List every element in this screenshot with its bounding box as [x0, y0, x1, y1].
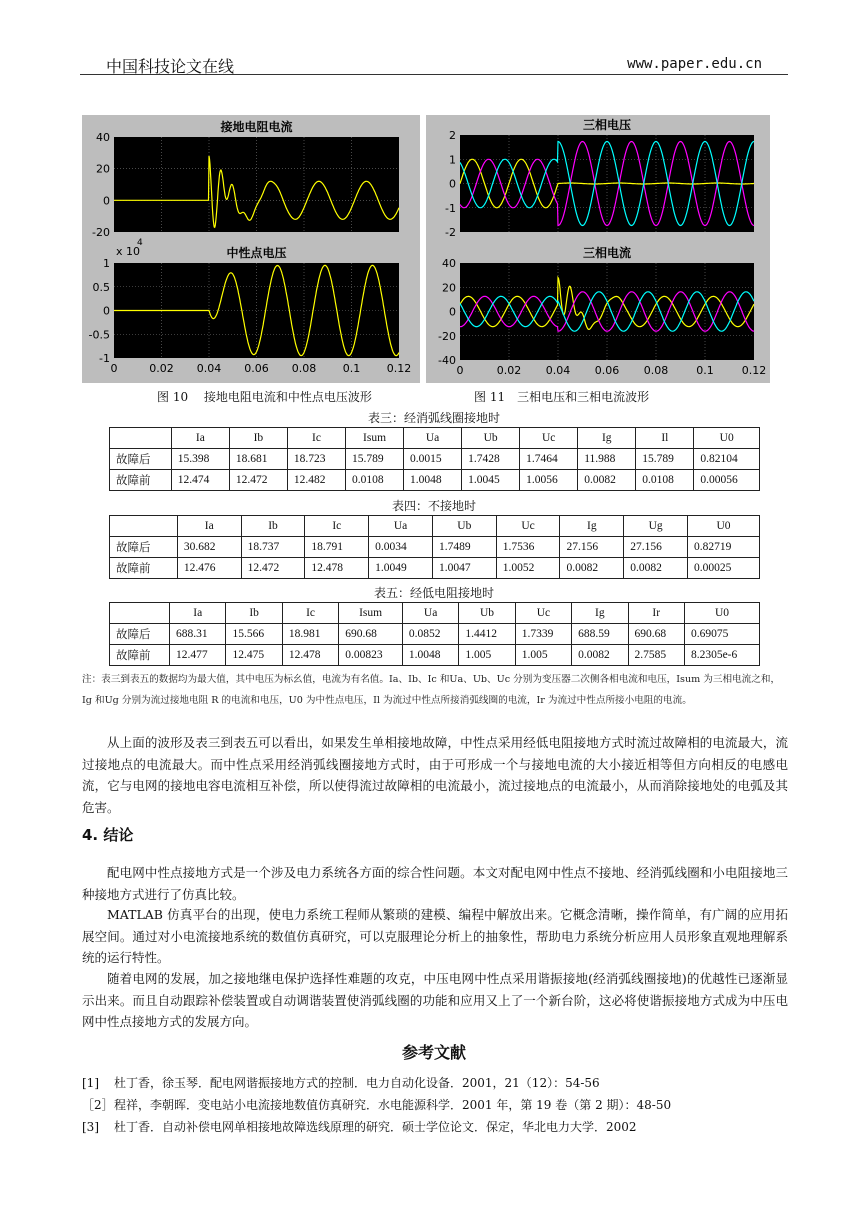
fig11-bottom-title: 三相电流: [582, 246, 632, 260]
table-cell: 1.7489: [432, 537, 496, 558]
table-cell: 1.005: [515, 645, 571, 666]
table-cell: 11.988: [578, 449, 636, 470]
table-cell: 1.0052: [496, 558, 560, 579]
fig11-top-ytick-label: 0: [449, 177, 456, 191]
table-header-cell: U0: [684, 603, 759, 624]
paragraph-conclusion-1: 配电网中性点接地方式是一个涉及电力系统各方面的综合性问题。本文对配电网中性点不接地、经消弧线圈和小电阻接地三种接地方式进行了仿真比较。: [82, 865, 788, 902]
table-cell: 12.482: [287, 470, 345, 491]
fig10-top-plot-area: [114, 137, 399, 232]
fig11-bottom-xtick-label: 0.04: [545, 364, 571, 377]
table-cell: 12.472: [241, 558, 305, 579]
table-header-cell: Ub: [432, 516, 496, 537]
fig11-top-ytick-label: 2: [449, 129, 456, 142]
table-cell: 18.723: [287, 449, 345, 470]
table-cell: 12.472: [229, 470, 287, 491]
fig11-top-ytick-label: -1: [445, 201, 456, 215]
fig10-bottom-xtick-label: 0.06: [244, 362, 269, 375]
journal-url[interactable]: www.paper.edu.cn: [627, 56, 762, 72]
figure-10-plots: [82, 115, 420, 383]
table-cell: 0.0108: [345, 470, 403, 491]
table-cell: 12.475: [226, 645, 282, 666]
table-3: [109, 427, 760, 491]
references-heading: 参考文献: [401, 1043, 466, 1062]
table-header-cell: Ia: [177, 516, 241, 537]
table-cell: 18.791: [305, 537, 369, 558]
table-cell: 故障后: [110, 624, 170, 645]
fig10-top-ytick-label: 40: [96, 131, 110, 144]
fig10-bottom-xtick-label: 0.02: [149, 362, 174, 375]
fig11-bottom-ytick-label: -40: [438, 354, 456, 367]
fig10-bottom-ytick-label: 0: [103, 304, 110, 318]
table-cell: 0.00056: [694, 470, 760, 491]
table-cell: 12.474: [171, 470, 229, 491]
fig11-top-ytick-label: -2: [445, 226, 456, 239]
table-cell: 故障后: [110, 537, 178, 558]
fig10-bottom-title: 中性点电压: [226, 246, 287, 260]
table-header-cell: Ib: [229, 428, 287, 449]
table-header-cell: Il: [636, 428, 694, 449]
fig11-bottom-ytick-label: 0: [449, 305, 456, 319]
table-header-cell: Ig: [572, 603, 628, 624]
table-header-cell: Ir: [628, 603, 684, 624]
paragraph-analysis: 从上面的波形及表三到表五可以看出，如果发生单相接地故障，中性点采用经低电阻接地方式时流过故障相的电流最大，流过接地点的电流最大。而中性点采用经消弧线圈接地方式时，由于可形成一个与接地电流的大小接近相等但方向相反的电感电流，它与电网的接地电容电流相互补偿，所以使得流过故障相的电流最小，流过接地点的电流最小，从而消除接地处的电弧及其危害。: [82, 735, 788, 815]
fig10-bottom-xtick-label: 0: [110, 362, 118, 375]
table-cell: 0.0108: [636, 470, 694, 491]
fig10-exponent-power: 4: [137, 238, 143, 248]
fig10-bottom-ytick-label: 0.5: [92, 280, 110, 294]
table-header-cell: Ub: [459, 603, 515, 624]
table-4-caption: 表四：不接地时: [391, 499, 476, 513]
table-header-cell: Ua: [369, 516, 433, 537]
table-header-cell: Ic: [287, 428, 345, 449]
fig11-bottom-ytick-label: 20: [442, 281, 456, 295]
table-header-cell: Uc: [496, 516, 560, 537]
table-cell: 故障后: [110, 449, 172, 470]
table-row: [110, 470, 760, 491]
fig11-bottom-ytick-label: -20: [438, 329, 456, 343]
table-cell: 故障前: [110, 645, 170, 666]
table-row: [110, 449, 760, 470]
fig10-bottom-xtick-label: 0.1: [342, 362, 361, 375]
table-4: [109, 515, 760, 579]
table-5-caption: 表五：经低电阻接地时: [373, 586, 494, 600]
section-heading-conclusion: 4. 结论: [82, 826, 134, 844]
figure-11-plots: [426, 115, 770, 383]
paragraph-conclusion-3: 随着电网的发展，加之接地继电保护选择性难题的攻克，中压电网中性点采用谐振接地(经消弧线圈接地)的优越性已逐渐显示出来。而且自动跟踪补偿装置或自动调谐装置使消弧线圈的功能和应用又上了一个新台阶，这必将使谐振接地方式成为中压电网中性点接地方式的发展方向。: [82, 971, 788, 1029]
table-cell: 1.0048: [404, 470, 462, 491]
fig11-bottom-xtick-label: 0.06: [594, 364, 620, 377]
table-cell: 8.2305e-6: [684, 645, 759, 666]
fig10-bottom-ytick-label: 1: [103, 257, 110, 270]
fig11-bottom-xtick-label: 0.12: [741, 364, 767, 377]
fig10-exponent-label: x 10: [116, 245, 141, 258]
table-header-cell: Ia: [170, 603, 226, 624]
fig11-bottom-ytick-label: 40: [442, 257, 456, 270]
table-cell: 1.7339: [515, 624, 571, 645]
figure-10-caption: 图 10 接地电阻电流和中性点电压波形: [157, 390, 372, 404]
table-cell: 12.478: [282, 645, 338, 666]
table-cell: 2.7585: [628, 645, 684, 666]
paragraph-conclusion-2: MATLAB 仿真平台的出现，使电力系统工程师从繁琐的建模、编程中解放出来。它概念清晰，操作简单，有广阔的应用拓展空间。通过对小电流接地系统的数值仿真研究，可以克服理论分析上的抽象性，帮助电力系统分析应用人员形象直观地理解系统的运行特性。: [82, 907, 788, 965]
table-row: [110, 537, 760, 558]
table-header-cell: Ub: [462, 428, 520, 449]
table-3-caption: 表三：经消弧线圈接地时: [367, 411, 500, 425]
table-header-cell: Ua: [404, 428, 462, 449]
table-cell: 688.59: [572, 624, 628, 645]
page-header: [80, 52, 788, 75]
table-cell: 1.7428: [462, 449, 520, 470]
table-cell: 0.0082: [578, 470, 636, 491]
fig10-top-ytick-label: 0: [103, 194, 110, 208]
table-cell: 1.7536: [496, 537, 560, 558]
table-cell: 12.478: [305, 558, 369, 579]
fig10-bottom-xtick-label: 0.08: [291, 362, 317, 375]
table-row: [110, 624, 760, 645]
fig11-top-title: 三相电压: [582, 118, 632, 132]
table-cell: 690.68: [628, 624, 684, 645]
table-cell: 15.398: [171, 449, 229, 470]
fig11-bottom-xtick-label: 0.1: [696, 364, 714, 377]
table-cell: 0.82719: [688, 537, 760, 558]
fig10-top-ytick-label: -20: [92, 226, 110, 239]
table-header-cell: [110, 428, 172, 449]
table-header-cell: [110, 516, 178, 537]
table-header-cell: [110, 603, 170, 624]
reference-item: ［2］程祥，李朝晖．变电站小电流接地数值仿真研究．水电能源科学．2001 年，第 19 卷（第 2 期）：48-50: [82, 1098, 672, 1112]
table-cell: 1.005: [459, 645, 515, 666]
table-cell: 12.476: [177, 558, 241, 579]
table-cell: 0.0082: [624, 558, 688, 579]
reference-item: [1] 杜丁香，徐玉琴．配电网谐振接地方式的控制．电力自动化设备．2001，21（12）：54-56: [82, 1076, 600, 1090]
fig10-top-title: 接地电阻电流: [220, 120, 293, 134]
table-cell: 0.0082: [560, 558, 624, 579]
fig11-bottom-xtick-label: 0.08: [643, 364, 669, 377]
table-cell: 0.82104: [694, 449, 760, 470]
table-header-cell: Ic: [282, 603, 338, 624]
table-cell: 1.0045: [462, 470, 520, 491]
figure-11-caption: 图 11 三相电压和三相电流波形: [474, 390, 650, 404]
table-cell: 18.981: [282, 624, 338, 645]
table-cell: 1.0047: [432, 558, 496, 579]
table-cell: 故障前: [110, 558, 178, 579]
fig10-bottom-ytick-label: -1: [99, 352, 110, 365]
fig10-bottom-xtick-label: 0.12: [386, 362, 412, 375]
table-cell: 15.789: [636, 449, 694, 470]
table-cell: 1.0049: [369, 558, 433, 579]
table-cell: 0.0082: [572, 645, 628, 666]
table-cell: 1.0056: [520, 470, 578, 491]
table-cell: 30.682: [177, 537, 241, 558]
table-5: [109, 602, 760, 666]
fig11-bottom-xtick-label: 0: [456, 364, 464, 377]
table-header-cell: Ig: [578, 428, 636, 449]
reference-item: [3] 杜丁香．自动补偿电网单相接地故障选线原理的研究．硕士学位论文．保定，华北电力大学．2002: [82, 1120, 637, 1134]
table-header-cell: Ua: [402, 603, 458, 624]
table-cell: 15.789: [345, 449, 403, 470]
table-cell: 0.0852: [402, 624, 458, 645]
table-cell: 1.7464: [520, 449, 578, 470]
table-header-cell: Isum: [339, 603, 403, 624]
table-cell: 故障前: [110, 470, 172, 491]
table-header-cell: Uc: [515, 603, 571, 624]
table-cell: 690.68: [339, 624, 403, 645]
table-header-cell: U0: [694, 428, 760, 449]
table-header-cell: Isum: [345, 428, 403, 449]
table-note: 注：表三到表五的数据均为最大值，其中电压为标幺值，电流为有名值。Ia、Ib、Ic 和Ua、Ub、Uc 分别为变压器二次侧各相电流和电压，Isum 为三相电流之和，Ig 和Ug 分别为流过接地电阻 R 的电流和电压，U0 为中性点电压，Il 为流过中性点所接消弧线圈的电流，Ir 为流过中性点所接小电阻的电流。: [82, 674, 781, 706]
fig11-bottom-xtick-label: 0.02: [496, 364, 522, 377]
table-cell: 15.566: [226, 624, 282, 645]
table-header-cell: Ig: [560, 516, 624, 537]
figure-10: [82, 115, 420, 383]
table-cell: 688.31: [170, 624, 226, 645]
table-header-cell: U0: [688, 516, 760, 537]
table-cell: 18.737: [241, 537, 305, 558]
fig10-top-ytick-label: 20: [96, 162, 110, 176]
table-cell: 0.69075: [684, 624, 759, 645]
table-cell: 27.156: [560, 537, 624, 558]
table-header-cell: Ug: [624, 516, 688, 537]
fig10-bottom-ytick-label: -0.5: [88, 328, 110, 342]
fig11-top-ytick-label: 1: [449, 153, 456, 167]
table-header-cell: Ib: [241, 516, 305, 537]
table-header-cell: Ic: [305, 516, 369, 537]
table-header-cell: Ia: [171, 428, 229, 449]
table-cell: 12.477: [170, 645, 226, 666]
table-cell: 18.681: [229, 449, 287, 470]
table-cell: 0.0015: [404, 449, 462, 470]
table-header-cell: Uc: [520, 428, 578, 449]
table-row: [110, 645, 760, 666]
table-cell: 27.156: [624, 537, 688, 558]
table-row: [110, 558, 760, 579]
table-cell: 1.4412: [459, 624, 515, 645]
table-header-cell: Ib: [226, 603, 282, 624]
table-cell: 1.0048: [402, 645, 458, 666]
table-cell: 0.0034: [369, 537, 433, 558]
figure-11: [426, 115, 770, 383]
table-cell: 0.00025: [688, 558, 760, 579]
journal-name: 中国科技论文在线: [106, 57, 235, 76]
table-cell: 0.00823: [339, 645, 403, 666]
fig10-bottom-xtick-label: 0.04: [196, 362, 222, 375]
